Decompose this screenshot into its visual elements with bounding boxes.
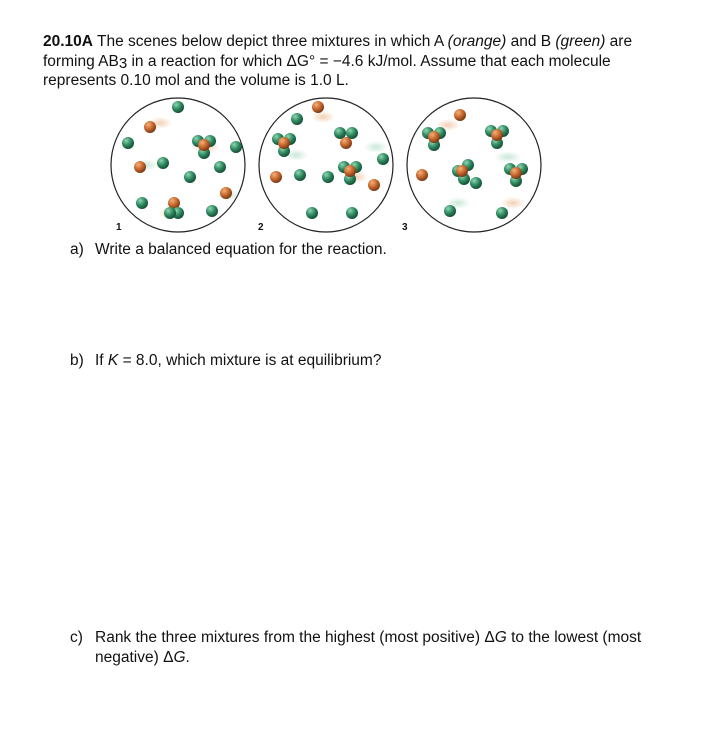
problem-statement [43,32,673,91]
question-b-text-1: If [95,352,108,369]
b-atom [157,157,169,169]
a-atom [368,179,380,191]
mixture-label-1: 1 [116,222,122,233]
a-atom [270,171,282,183]
a-atom [144,121,156,133]
question-c-text-3: . [185,648,190,666]
a-atom [134,161,146,173]
question-c-text-1: Rank the three mixtures from the highest (most positive) Δ [95,629,495,646]
problem-text-2: and B [506,33,556,50]
question-a-text: Write a balanced equation for the reaction. [95,241,387,258]
g-symbol-2: G [173,648,186,666]
mixtures-figure [108,95,548,245]
b-atom [206,205,218,217]
question-a [70,240,387,260]
a-atom [416,169,428,181]
b-atom [122,137,134,149]
b-atom [291,113,303,125]
b-atom [136,197,148,209]
b-atom [377,153,389,165]
a-atom [454,109,466,121]
b-atom [214,161,226,173]
g-symbol-1: G [494,629,507,646]
question-c-text-2: to the lowest (most negative) Δ [95,629,642,666]
problem-number: 20.10A [43,33,93,50]
problem-text-1: The scenes below depict three mixtures in which A [92,33,448,50]
question-b-label: b) [70,352,84,369]
subscript-3: 3 [118,54,128,72]
b-atom [294,169,306,181]
question-c-label: c) [70,629,83,646]
b-atom [172,101,184,113]
mixture-label-3: 3 [402,222,408,233]
mixture-label-2: 2 [258,222,264,233]
b-atom [306,207,318,219]
b-color-note: (green) [555,33,606,50]
question-b-text-2: = 8.0, which mixture is at equilibrium? [118,352,382,369]
question-a-label: a) [70,241,84,258]
k-symbol: K [107,352,119,369]
question-c [70,628,670,667]
b-atom [322,171,334,183]
a-color-note: (orange) [447,33,507,50]
b-atom [496,207,508,219]
b-atom [470,177,482,189]
a-atom [312,101,324,113]
b-atom [184,171,196,183]
question-b [70,351,381,371]
a-atom [220,187,232,199]
b-atom [444,205,456,217]
problem-text-3: are forming AB [43,33,633,70]
problem-text-4: in a reaction for which ΔG° = −4.6 kJ/mol. Assume that each molecule represents 0.10 mol and the volume is 1.0 L. [43,52,611,89]
b-atom [346,207,358,219]
b-atom [230,141,242,153]
